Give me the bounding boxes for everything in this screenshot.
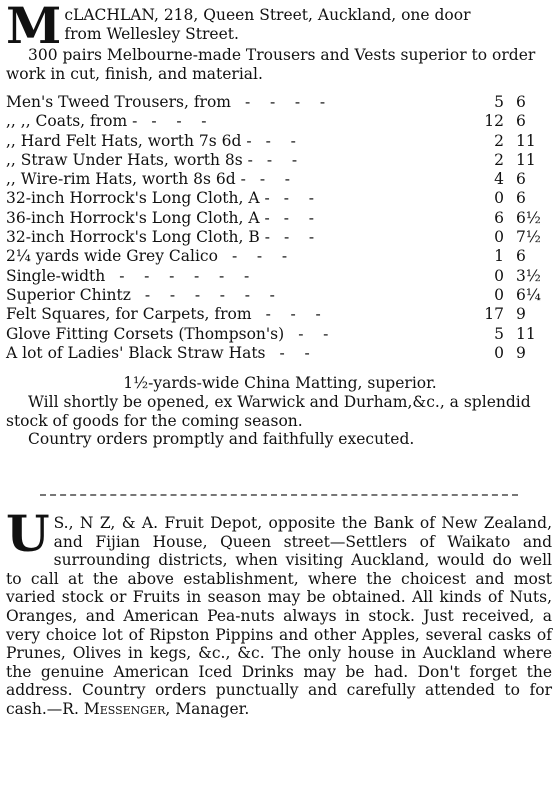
price-pence: 3½	[516, 266, 541, 285]
price-shillings: 0	[494, 266, 504, 285]
price-item-name: 32-inch Horrock's Long Cloth, B -	[6, 228, 270, 247]
fruit-depot-advertisement	[6, 504, 552, 719]
ad2-signature-name: R. Messenger	[62, 699, 166, 718]
price-row	[6, 112, 554, 131]
ad1-heading-line2: from Wellesley Street.	[64, 24, 239, 43]
price-shillings: 0	[494, 189, 504, 208]
price-shillings: 2	[494, 131, 504, 150]
price-leader-dashes: - - - - - -	[144, 285, 275, 304]
price-shillings: 4	[494, 170, 504, 189]
price-item-name: 32-inch Horrock's Long Cloth, A -	[6, 189, 270, 208]
price-row	[6, 228, 554, 247]
drop-cap-m: M	[6, 0, 62, 55]
price-item-name: Superior Chintz	[6, 285, 131, 304]
mclachlan-advertisement	[6, 0, 554, 84]
price-row	[6, 247, 554, 266]
column-divider	[40, 494, 518, 496]
country-orders-line: Country orders promptly and faithfully executed.	[28, 430, 415, 449]
ad1-intro: 300 pairs Melbourne-made Trousers and Vests superior to order work in cut, finish, and material.	[6, 46, 536, 83]
ad1-heading-line1: cLACHLAN, 218, Queen Street, Auckland, one door	[64, 6, 471, 24]
price-item-name: 2¼ yards wide Grey Calico	[6, 247, 218, 266]
price-leader-dashes: - -	[266, 150, 298, 169]
price-leader-dashes: - - -	[265, 305, 321, 324]
price-pence: 6	[516, 247, 526, 266]
price-leader-dashes: - - -	[151, 112, 207, 131]
price-item-name: Glove Fitting Corsets (Thompson's)	[6, 324, 285, 343]
price-row	[6, 132, 554, 151]
price-leader-dashes: - - -	[231, 247, 288, 266]
ad2-signature-title: , Manager.	[165, 699, 250, 718]
price-item-name: A lot of Ladies' Black Straw Hats	[6, 343, 266, 362]
price-row	[6, 344, 554, 363]
price-row	[6, 209, 554, 228]
price-pence: 11	[516, 150, 536, 169]
price-leader-dashes: - -	[283, 189, 314, 208]
price-leader-dashes: - - - -	[245, 93, 326, 111]
price-pence: 6	[516, 189, 526, 208]
price-item-name: Men's Tweed Trousers, from	[6, 93, 231, 111]
price-shillings: 5	[494, 93, 504, 111]
price-leader-dashes: - -	[283, 208, 314, 227]
ad2-body: S., N Z, & A. Fruit Depot, opposite the Bank of New Zealand, and Fijian House, Queen street—Settlers of Waikato and surrounding districts, when visiting Auckland, would do well to call at the above establishment, where the choicest and most varied stock or Fruits in season may be obtained. All kinds of Nuts, Oranges, and American Pea-nuts always in stock. Just received, a very choice lot of Ripston Pippins and other Apples, several casks of Prunes, Olives in kegs, &c., &c. The only house in Auckland where the genuine American Iced Drinks may be had. Don't forget the address. Country orders punctually and carefully attended to for cash.—	[6, 514, 552, 718]
price-leader-dashes: - -	[265, 131, 296, 150]
price-pence: 6	[516, 112, 526, 131]
drop-cap-u: U	[6, 504, 50, 563]
price-row	[6, 189, 554, 208]
price-pence: 6½	[516, 208, 541, 227]
price-pence: 9	[516, 343, 526, 362]
shortly-opened-line: Will shortly be opened, ex Warwick and Durham,&c., a splendid stock of goods for the coming season.	[6, 392, 531, 430]
price-shillings: 12	[484, 112, 504, 131]
price-shillings: 0	[494, 343, 504, 362]
price-shillings: 2	[494, 150, 504, 169]
price-item-name: Single-width	[6, 266, 106, 285]
price-item-name: Felt Squares, for Carpets, from	[6, 305, 252, 324]
price-list	[6, 93, 554, 363]
price-pence: 6	[516, 93, 526, 111]
price-item-name: ,, Hard Felt Hats, worth 7s 6d -	[6, 131, 252, 150]
price-leader-dashes: - -	[283, 228, 315, 247]
price-shillings: 5	[494, 324, 504, 343]
price-shillings: 0	[494, 285, 504, 304]
matting-line: 1½-yards-wide China Matting, superior.	[123, 374, 437, 392]
price-shillings: 6	[494, 208, 504, 227]
price-pence: 11	[516, 324, 536, 343]
price-row	[6, 325, 554, 344]
price-leader-dashes: - - - - - -	[119, 266, 250, 285]
price-shillings: 1	[494, 247, 504, 266]
price-row	[6, 286, 554, 305]
price-item-name: ,, Wire-rim Hats, worth 8s 6d -	[6, 170, 246, 189]
ad1-closing	[6, 374, 554, 449]
price-pence: 6	[516, 170, 526, 189]
price-shillings: 17	[484, 305, 504, 324]
price-leader-dashes: - -	[279, 343, 310, 362]
price-item-name: 36-inch Horrock's Long Cloth, A -	[6, 208, 270, 227]
price-row	[6, 151, 554, 170]
price-shillings: 0	[494, 228, 504, 247]
price-row	[6, 267, 554, 286]
price-pence: 7½	[516, 228, 541, 247]
price-pence: 11	[516, 131, 536, 150]
price-pence: 9	[516, 305, 526, 324]
price-item-name: ,, ,, Coats, from -	[6, 112, 138, 131]
price-leader-dashes: - -	[259, 170, 291, 189]
price-leader-dashes: - -	[298, 324, 329, 343]
price-item-name: ,, Straw Under Hats, worth 8s -	[6, 150, 253, 169]
price-row	[6, 170, 554, 189]
price-pence: 6¼	[516, 285, 541, 304]
price-row	[6, 305, 554, 324]
price-row	[6, 93, 554, 112]
